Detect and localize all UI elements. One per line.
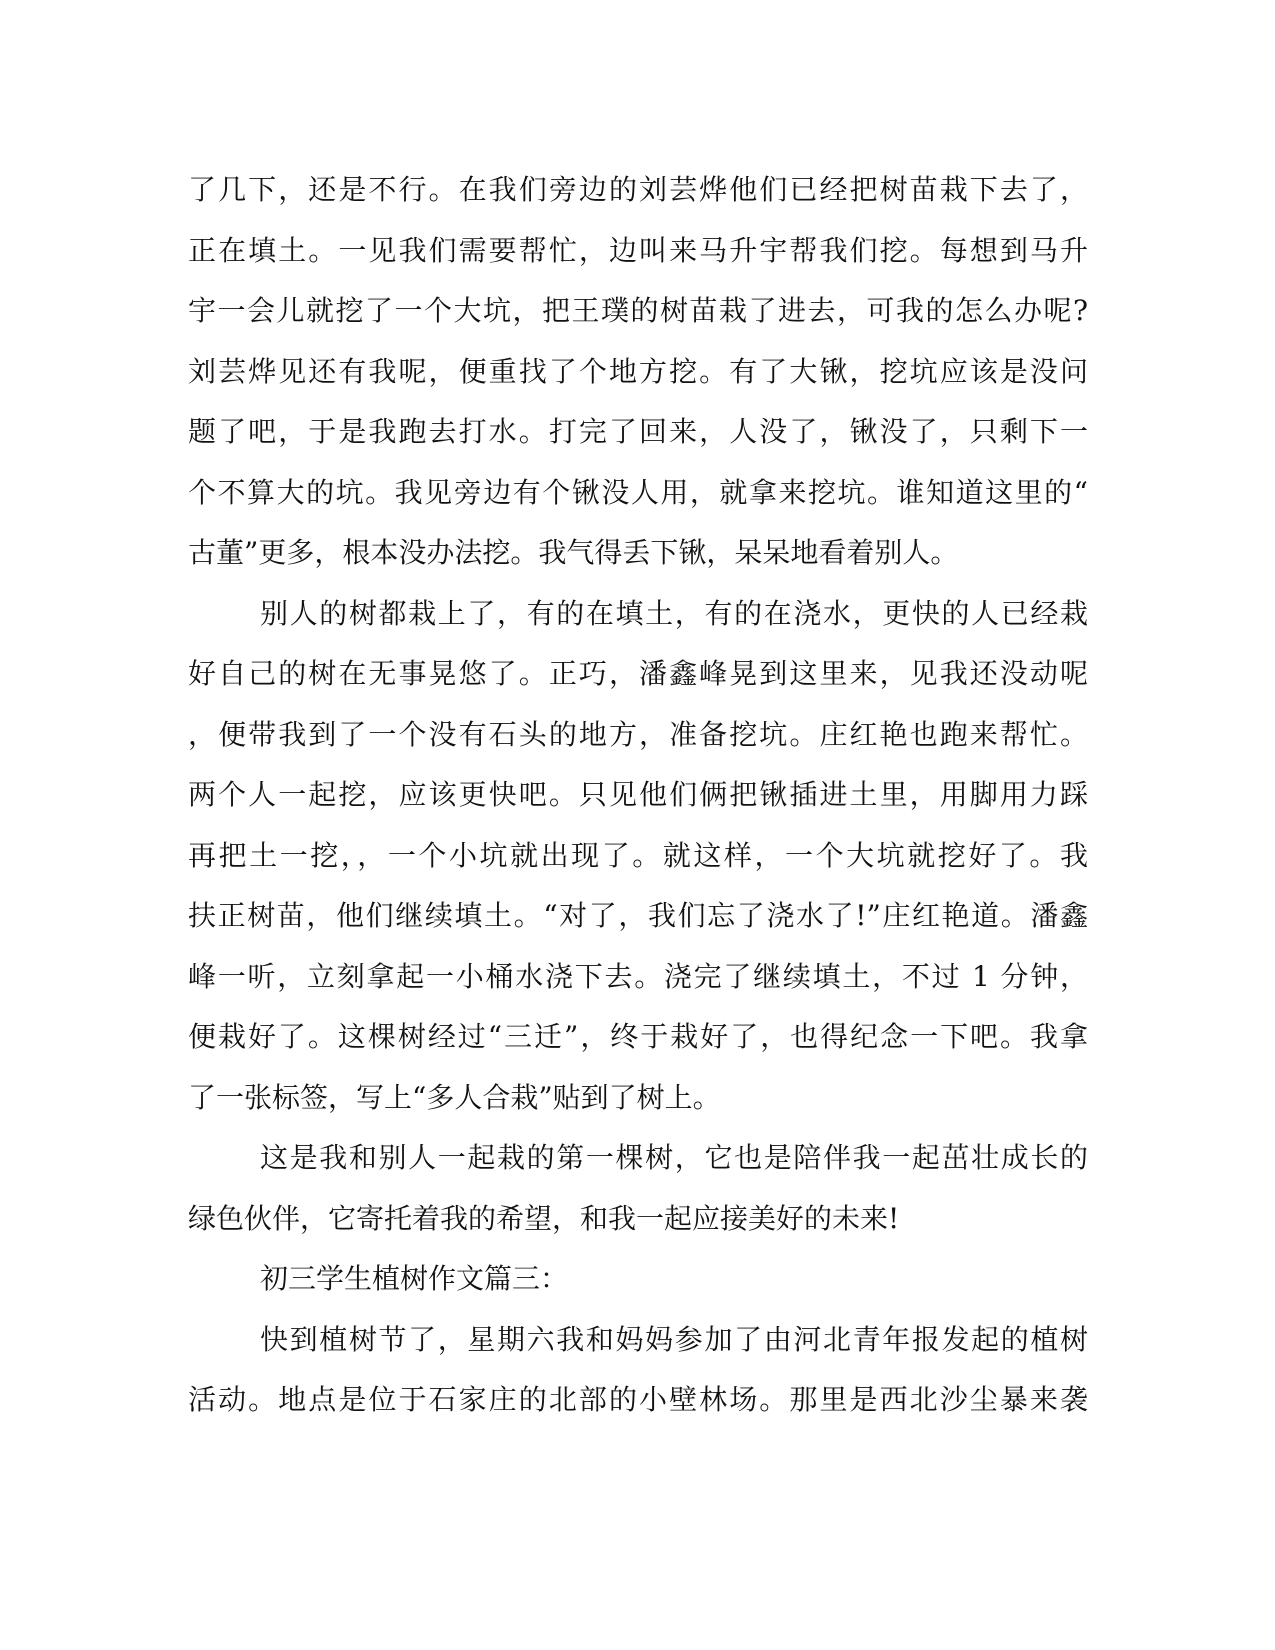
text-line: ，便带我到了一个没有石头的地方，准备挖坑。庄红艳也跑来帮忙。 bbox=[188, 717, 1088, 751]
text-line: 峰一听，立刻拿起一小桶水浇下去。浇完了继续填土，不过 1 分钟， bbox=[188, 959, 1088, 993]
text-line: 题了吧，于是我跑去打水。打完了回来，人没了，锹没了，只剩下一 bbox=[188, 415, 1088, 448]
text-line: 绿色伙伴，它寄托着我的希望，和我一起应接美好的未来! bbox=[188, 1201, 900, 1235]
text-line: 活动。地点是位于石家庄的北部的小壁林场。那里是西北沙尘暴来袭 bbox=[188, 1383, 1088, 1416]
text-line: 刘芸烨见还有我呢，便重找了个地方挖。有了大锹，挖坑应该是没问 bbox=[188, 354, 1088, 388]
text-line: 好自己的树在无事晃悠了。正巧，潘鑫峰晃到这里来，见我还没动呢 bbox=[188, 657, 1088, 690]
paragraph-first-line: 别人的树都栽上了，有的在填土，有的在浇水，更快的人已经栽 bbox=[260, 596, 1088, 630]
text-line: 个不算大的坑。我见旁边有个锹没人用，就拿来挖坑。谁知道这里的“ bbox=[188, 475, 1088, 509]
section-heading: 初三学生植树作文篇三： bbox=[260, 1262, 569, 1295]
text-line: 宇一会儿就挖了一个大坑，把王璞的树苗栽了进去，可我的怎么办呢? bbox=[188, 294, 1088, 327]
text-line: 扶正树苗，他们继续填土。“对了，我们忘了浇水了!”庄红艳道。潘鑫 bbox=[188, 899, 1088, 932]
essay-body bbox=[188, 160, 1088, 1431]
text-line: 了几下，还是不行。在我们旁边的刘芸烨他们已经把树苗栽下去了， bbox=[188, 173, 1088, 206]
text-line: 再把土一挖，，一个小坑就出现了。就这样，一个大坑就挖好了。我 bbox=[188, 838, 1088, 872]
paragraph-first-line: 这是我和别人一起栽的第一棵树，它也是陪伴我一起茁壮成长的 bbox=[260, 1141, 1088, 1174]
text-line: 了一张标签，写上“多人合栽”贴到了树上。 bbox=[188, 1080, 721, 1114]
paragraph-first-line: 快到植树节了，星期六我和妈妈参加了由河北青年报发起的植树 bbox=[260, 1322, 1088, 1356]
text-line: 两个人一起挖，应该更快吧。只见他们俩把锹插进土里，用脚用力踩 bbox=[188, 778, 1088, 811]
text-line: 古董”更多，根本没办法挖。我气得丢下锹，呆呆地看着别人。 bbox=[188, 536, 959, 569]
text-line: 正在填土。一见我们需要帮忙，边叫来马升宇帮我们挖。每想到马升 bbox=[188, 233, 1088, 267]
text-line: 便栽好了。这棵树经过“三迁”，终于栽好了，也得纪念一下吧。我拿 bbox=[188, 1020, 1088, 1053]
